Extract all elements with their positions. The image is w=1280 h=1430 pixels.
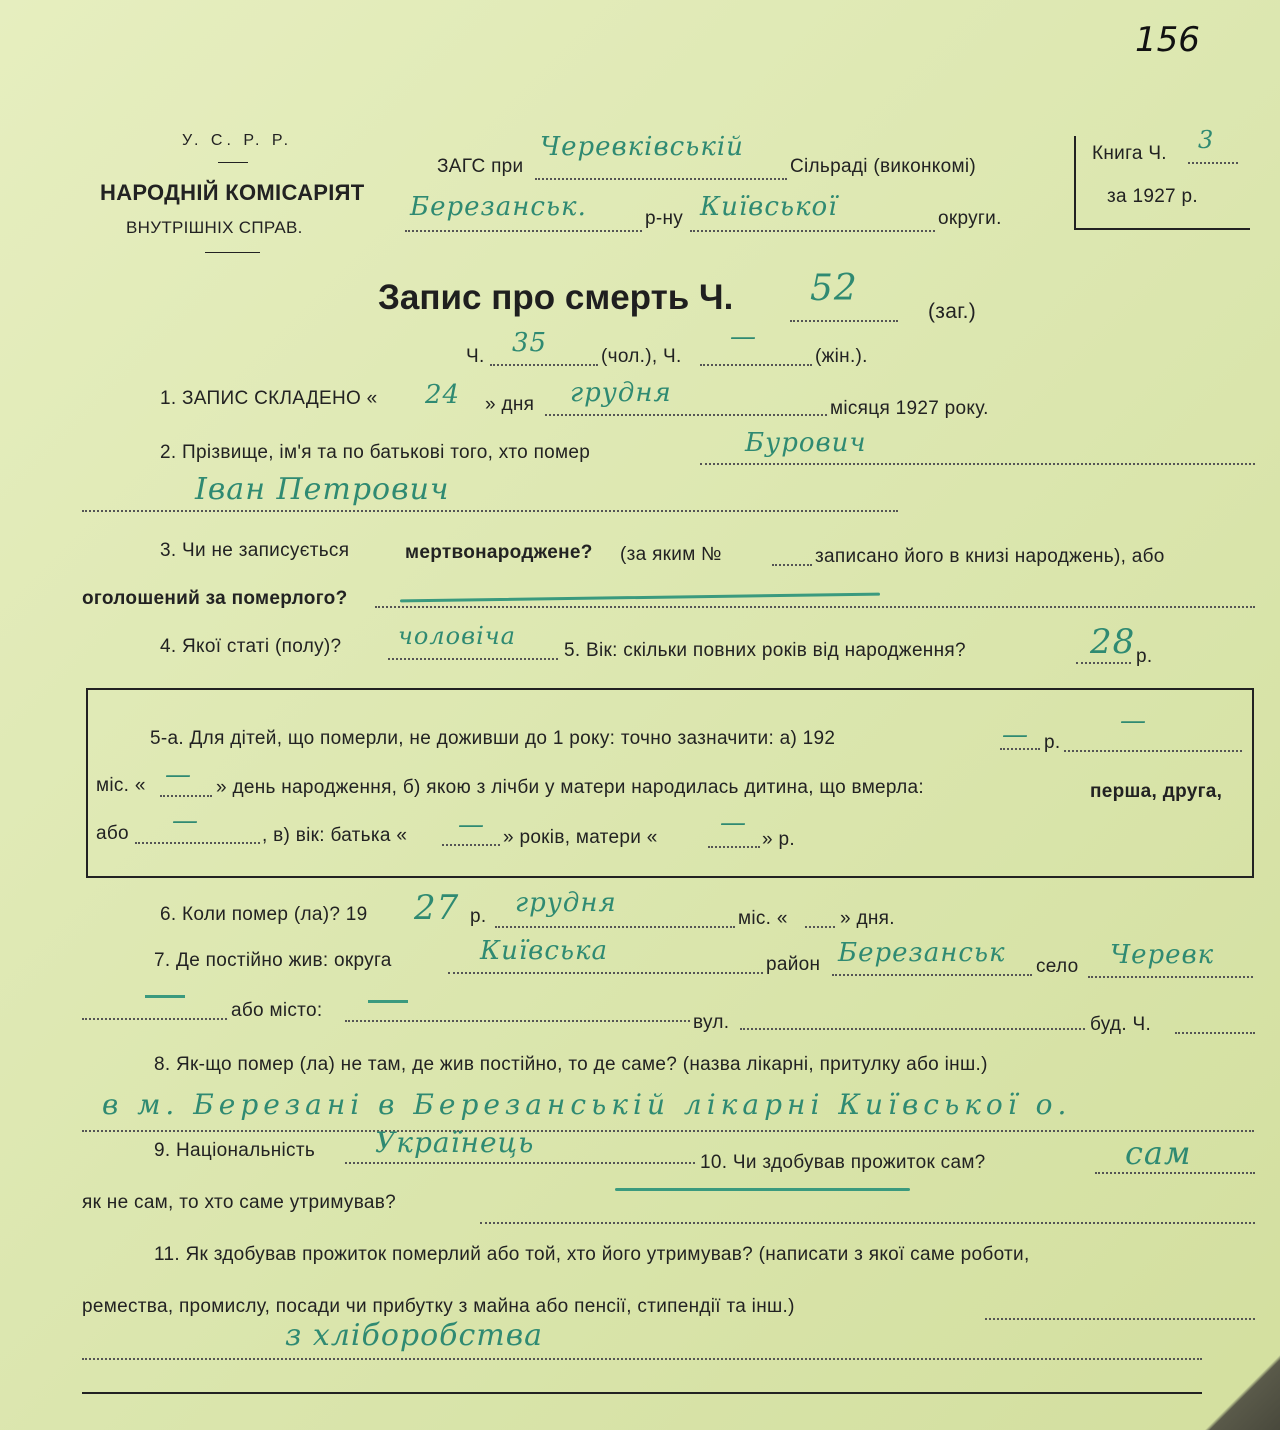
item7-selo-label: село (1036, 956, 1079, 977)
item7-extra-field (82, 1018, 227, 1020)
item5a-line3-c: » років, матери « (503, 827, 658, 848)
okruha-value: Київської (700, 192, 838, 222)
zags-prefix: ЗАГС при (437, 156, 524, 177)
item9-followup-field (480, 1222, 1255, 1224)
item5-age-unit: р. (1136, 646, 1153, 667)
item5a-mother-age-field (708, 846, 760, 848)
item2-text: 2. Прізвище, ім'я та по батькові того, хто помер (160, 442, 591, 463)
item3-text: 3. Чи не записується (160, 540, 350, 561)
item7-raion: Березанськ (838, 938, 1006, 968)
item1-day: 24 (425, 380, 461, 410)
record-title-suffix: (заг.) (928, 300, 977, 323)
item7-raion-field (832, 974, 1032, 976)
book-box-border (1074, 228, 1250, 230)
item1-month-field (545, 414, 827, 416)
item5a-line1: 5-а. Для дітей, що померли, не доживши до 1 року: точно зазначити: а) 192 (150, 728, 836, 749)
item5a-father-age-field (442, 844, 500, 846)
item2-surname: Бурович (745, 428, 867, 458)
item3-bold-a: мертвонароджене? (405, 542, 593, 563)
female-count-value: — (730, 322, 757, 352)
item9-followup: як не сам, то хто саме утримував? (82, 1192, 397, 1213)
item7-selo-field (1088, 976, 1253, 978)
item8-text: 8. Як-що помер (ла) не там, де жив постійно, то де саме? (назва лікарні, притулку або інш.) (154, 1054, 988, 1075)
item8-value: в м. Березані в Березанській лікарні Київської о. (102, 1088, 1072, 1121)
item5a-line3-a: або (96, 823, 129, 844)
okruha-field (690, 230, 935, 232)
item11-field-2 (82, 1358, 1202, 1360)
item11-field (985, 1318, 1255, 1320)
counts-prefix: Ч. (466, 346, 485, 367)
item10-value: сам (1125, 1134, 1192, 1172)
item7-misto-dash (368, 1000, 408, 1003)
divider (218, 162, 248, 163)
item5a-line2-a: міс. « (96, 775, 146, 796)
item10-field (1095, 1172, 1255, 1174)
item1-month: грудня (570, 378, 672, 408)
item5a-month-dash: — (165, 760, 192, 790)
item7-okruha: Київська (480, 936, 609, 966)
item3-text-c: записано його в книзі народжень), або (815, 546, 1165, 567)
item6-year: 27 (414, 888, 460, 928)
item3-text-b: (за яким № (620, 544, 722, 565)
book-number-field (1188, 162, 1238, 164)
item7-raion-label: район (766, 954, 821, 975)
item9-value: Українець (375, 1126, 535, 1159)
item6-text: 6. Коли помер (ла)? 19 (160, 904, 368, 925)
item5a-year-dash: — (1002, 720, 1029, 750)
commissariat-label: НАРОДНІЙ КОМІСАРІЯТ (100, 180, 365, 205)
item7-vul-field (740, 1028, 1085, 1030)
item7-bud-field (1175, 1032, 1255, 1034)
divider (205, 252, 260, 253)
item6-month: грудня (515, 888, 617, 918)
item7-dash-stroke (145, 995, 185, 998)
okruha-label: округи. (938, 208, 1002, 229)
book-label: Книга Ч. (1092, 143, 1167, 164)
item7-okruha-field (448, 972, 763, 974)
item5a-line3-b: , в) вік: батька « (262, 825, 408, 846)
item3-field (375, 606, 1255, 608)
item9-field (345, 1162, 695, 1164)
internal-affairs-label: ВНУТРІШНІХ СПРАВ. (126, 218, 303, 237)
item1-text-c: місяця 1927 року. (830, 398, 989, 419)
item11-line2: ремества, промислу, посади чи прибутку з майна або пенсії, стипендії та інш.) (82, 1296, 795, 1317)
village-council-field (535, 178, 787, 180)
item7-selo: Черевк (1110, 940, 1215, 970)
item6-day-field (805, 926, 835, 928)
item10-text: 10. Чи здобував прожиток сам? (700, 1152, 986, 1173)
item4-text: 4. Якої статі (полу)? (160, 636, 342, 657)
item2-field-2 (82, 510, 898, 512)
record-number-value: 52 (810, 268, 858, 309)
item1-text: 1. ЗАПИС СКЛАДЕНО « (160, 388, 378, 409)
item5a-extra-dash: — (1120, 706, 1147, 736)
item3-bold-b: оголошений за померлого? (82, 588, 348, 609)
item7-text: 7. Де постійно жив: округа (154, 950, 392, 971)
item9-text: 9. Національність (154, 1140, 316, 1161)
item5a-mother-age-dash: — (720, 808, 747, 838)
item2-field (700, 463, 1255, 465)
item7-vul-label: вул. (693, 1012, 730, 1033)
item6-text-d: » дня. (840, 908, 895, 929)
item5a-extra-field (1064, 750, 1242, 752)
page-corner-fold (1180, 1330, 1280, 1430)
item3-number-field (772, 564, 812, 566)
zags-suffix: Сільраді (виконкомі) (790, 156, 976, 177)
male-count-label: (чол.), Ч. (601, 346, 682, 367)
item5a-month-field (160, 795, 212, 797)
item5a-line2-b: » день народження, б) якою з лічби у матери народилась дитина, що вмерла: (216, 777, 924, 798)
item11-line1: 11. Як здобував прожиток померлий або той, хто його утримував? (написати з якої саме роботи, (154, 1244, 1030, 1265)
female-count-field (700, 364, 812, 366)
page-number: 156 (1135, 20, 1200, 60)
village-council-value: Черевківській (540, 132, 744, 162)
book-box-border (1074, 136, 1076, 228)
female-count-label: (жін.). (815, 346, 868, 367)
item6-text-c: міс. « (738, 908, 788, 929)
item7-misto-label: або місто: (231, 1000, 323, 1021)
item7-misto-field (345, 1020, 690, 1022)
item5-age: 28 (1090, 622, 1136, 662)
bottom-rule (82, 1392, 1202, 1394)
item5a-line2-bold: перша, друга, (1090, 781, 1223, 802)
item7-bud-label: буд. Ч. (1090, 1014, 1152, 1035)
item11-value: з хліборобства (285, 1318, 544, 1353)
district-value: Березанськ. (410, 192, 587, 222)
record-number-field (790, 320, 898, 322)
item1-text-b: » дня (485, 394, 535, 415)
item4-field (388, 658, 558, 660)
item5a-father-age-dash: — (458, 810, 485, 840)
book-number-value: 3 (1198, 126, 1215, 154)
ussr-label: У. С. Р. Р. (182, 132, 293, 149)
item2-names: Іван Петрович (195, 472, 450, 507)
district-label: р-ну (645, 208, 684, 229)
item9-dash-stroke (615, 1188, 910, 1191)
record-title: Запис про смерть Ч. (378, 278, 734, 317)
item5-field (1076, 662, 1131, 664)
item5-text: 5. Вік: скільки повних років від народження? (564, 640, 966, 661)
male-count-field (490, 364, 598, 366)
male-count-value: 35 (512, 328, 548, 358)
item5a-line3-d: » р. (762, 829, 795, 850)
item6-month-field (495, 926, 735, 928)
item5a-line1-end: р. (1044, 732, 1061, 753)
item5a-order-field (135, 842, 260, 844)
item8-field (82, 1130, 1254, 1132)
item3-dash-stroke (400, 593, 880, 603)
item4-value: чоловіча (398, 622, 516, 650)
district-field (405, 230, 642, 232)
item6-text-b: р. (470, 906, 487, 927)
book-year: за 1927 р. (1107, 186, 1198, 207)
item5a-order-dash: — (172, 806, 199, 836)
